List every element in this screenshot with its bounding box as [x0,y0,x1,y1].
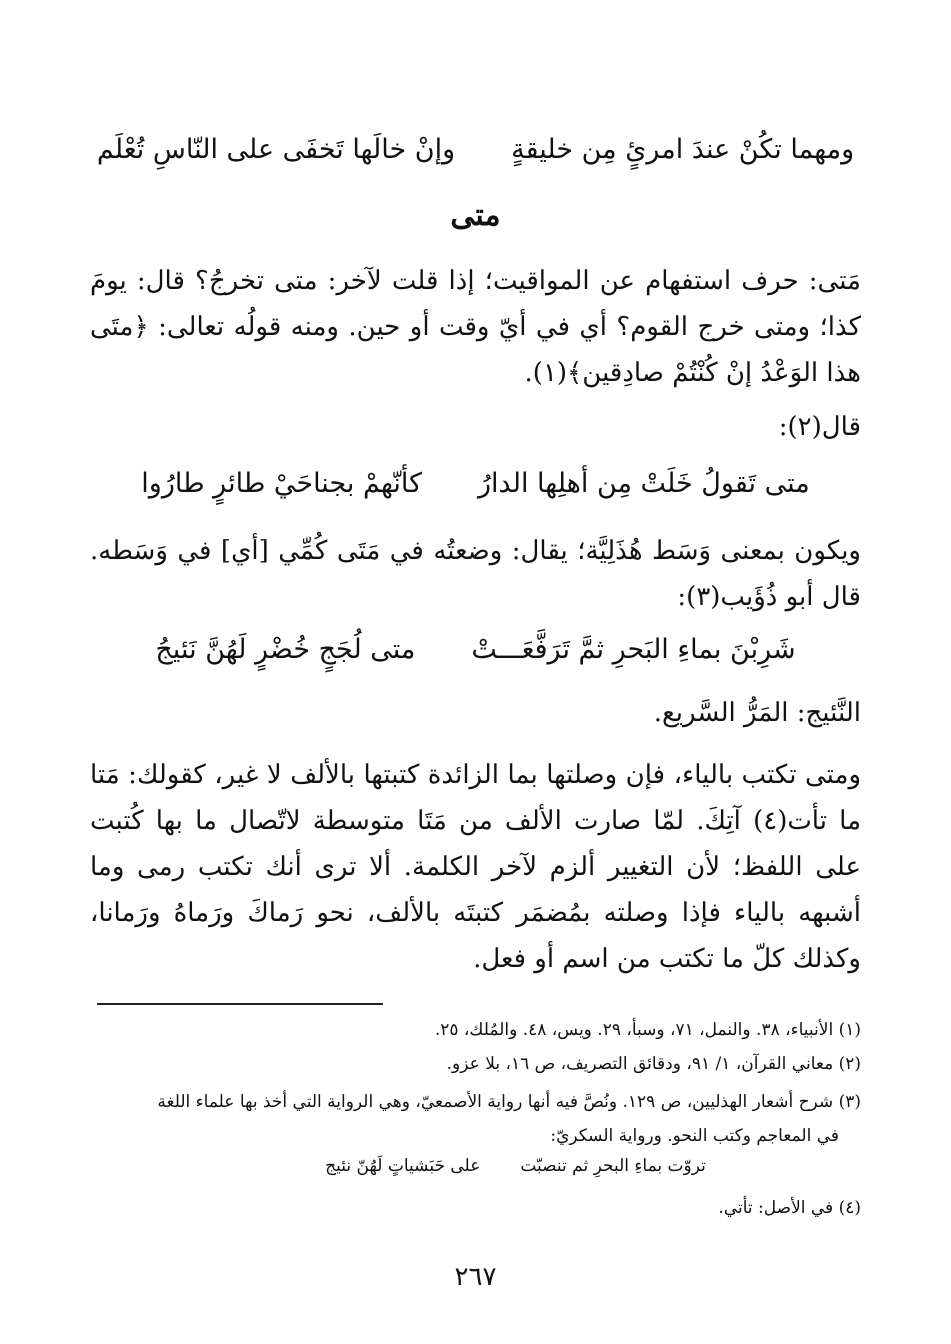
poem-verse-2 [90,468,861,528]
footnote-3-verse [200,1156,831,1186]
footnote-2: (٢) معاني القرآن، ١/ ٩١، ودقائق التصريف، ص ١٦، بلا عزو. [446,1054,861,1074]
footnote-3: (٣) شرح أشعار الهذليين، ص ١٢٩. ونُصَّ فيه أنها رواية الأصمعيّ، وهي الرواية التي أخذ بها علماء اللغة [157,1092,861,1112]
footnote-1: (١) الأنبياء، ٣٨. والنمل، ٧١، وسبأ، ٢٩. ويس، ٤٨. والمُلك، ٢٥. [434,1020,861,1040]
poem-verse-3 [90,634,861,694]
opening-verse [90,134,861,194]
paragraph-naeej: النَّئيج: المَرُّ السَّريع. [653,698,861,728]
verse-hemistich-second: وإنْ خالَها تَخفَى على النّاسِ تُعْلَم [96,134,456,165]
verse-hemistich-first: شَرِبْنَ بماءِ البَحرِ ثمَّ تَرَفَّعَـــتْ [471,634,796,665]
paragraph-hudhali-meaning: ويكون بمعنى وَسَط هُذَلِيَّة؛ يقال: وضعتُه في مَتَى كُمِّي [أي] في وَسَطه. قال أبو ذُؤَيب(٣): [90,536,861,612]
footnote-4: (٤) في الأصل: تأتي. [718,1198,861,1218]
verse-hemistich-second: كأنّهمْ بجناحَيْ طائرٍ طارُوا [141,468,422,499]
footnote-verse-second: على حَبَشياتٍ لَهُنّ نئيج [325,1156,481,1176]
paragraph-definition: مَتى: حرف استفهام عن المواقيت؛ إذا قلت لآخر: متى تخرجُ؟ قال: يومَ كذا؛ ومتى خرج القوم؟ أي في أيّ وقت أو حين. ومنه قولُه تعالى: ﴿متَى هذا الوَعْدُ إنْ كُنْتُمْ صادِقين﴾(١). [90,266,861,388]
paragraph-qal: قال(٢): [778,412,861,442]
page-number: ٢٦٧ [454,1262,497,1292]
paragraph-spelling: ومتى تكتب بالياء، فإن وصلتها بما الزائدة كتبتها بالألف لا غير، كقولك: مَتا ما تأت(٤) آتِكَ. لمّا صارت الألف من مَتَا متوسطة لاتّصال ما بها كُتبت على اللفظ؛ لأن التغيير ألزم لآخر الكلمة. ألا ترى أنك تكتب رمى وما أشبهه بالياء فإذا وصلته بمُضمَر كتبتَه بالألف، نحو رَماكَ ورَماهُ ورَمانا، وكذلك كلّ ما تكتب من اسم أو فعل. [90,760,861,974]
entry-heading: متى [450,198,501,233]
footnote-separator [97,1003,383,1005]
verse-hemistich-second: متى لُجَجٍ خُضْرٍ لَهُنَّ نَئيجُ [155,634,416,665]
footnote-verse-first: تروّت بماءِ البحرِ ثم تنصبّت [520,1156,706,1176]
verse-hemistich-first: متى تَقولُ خَلَتْ مِن أهلِها الدارُ [478,468,810,499]
verse-hemistich-first: ومهما تكُنْ عندَ امرئٍ مِن خليقةٍ [511,134,855,165]
footnote-3-continued: في المعاجم وكتب النحو. ورواية السكريّ: [550,1126,839,1146]
